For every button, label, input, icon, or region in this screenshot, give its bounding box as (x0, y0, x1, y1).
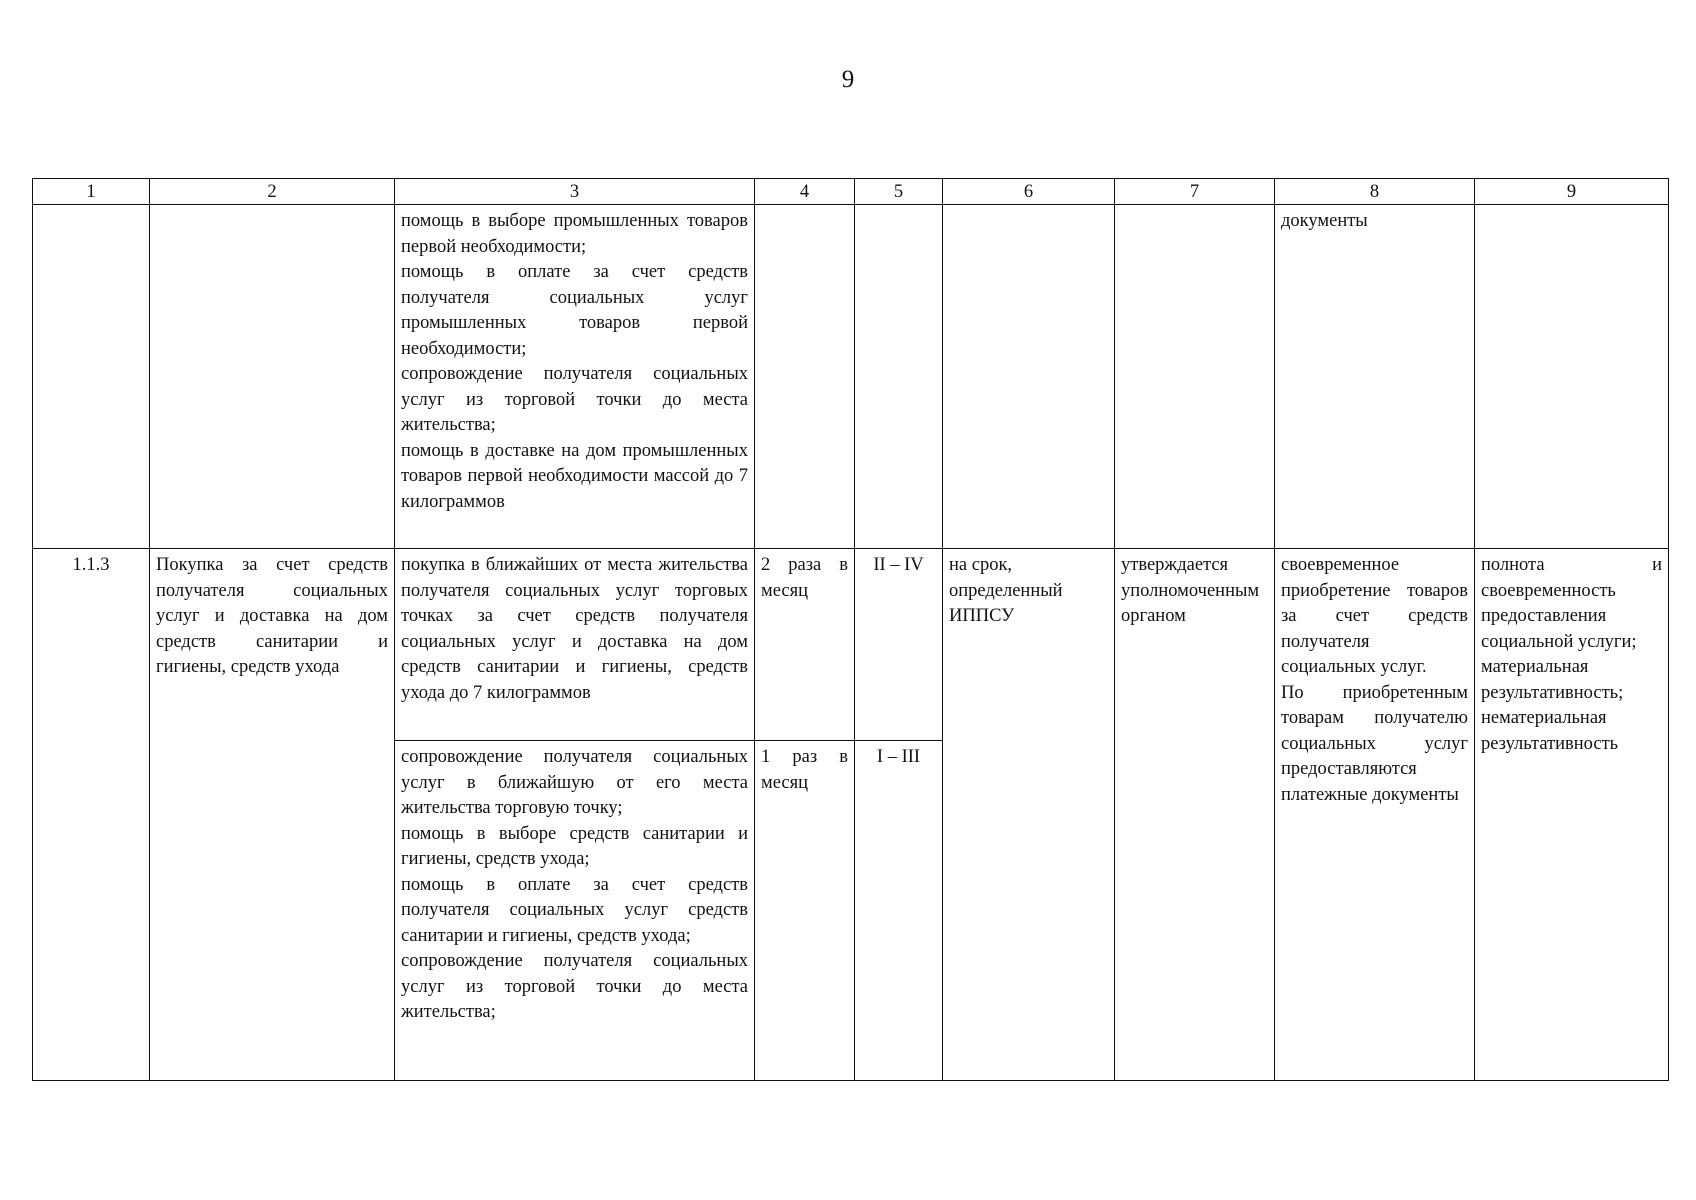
description-item: помощь в оплате за счет средств получателя социальных услуг промышленных товаров первой необходимости; (401, 262, 748, 359)
sub-service-2-level: I – III (855, 741, 943, 1081)
column-header-2: 2 (150, 179, 395, 205)
description-item: помощь в выборе средств санитарии и гигиены, средств ухода; (401, 823, 748, 869)
cell-empty (33, 205, 150, 549)
column-header-5: 5 (855, 179, 943, 205)
service-indicators (1475, 549, 1669, 1081)
description-item: помощь в выборе промышленных товаров первой необходимости; (401, 211, 748, 257)
column-header-7: 7 (1115, 179, 1275, 205)
continued-description-cell (395, 205, 755, 549)
service-conditions (1275, 549, 1475, 1081)
service-tariff: утверждается уполномоченным органом (1115, 549, 1275, 1081)
indicators-item: нематериальная результативность (1481, 708, 1619, 754)
column-header-8: 8 (1275, 179, 1475, 205)
cell-empty (1115, 205, 1275, 549)
cell-empty (150, 205, 395, 549)
services-table (32, 178, 1669, 1081)
description-item: помощь в оплате за счет средств получателя социальных услуг средств санитарии и гигиены, средств ухода; (401, 874, 748, 946)
table-row-continued (33, 205, 1669, 549)
column-header-9: 9 (1475, 179, 1669, 205)
cell-empty (1475, 205, 1669, 549)
cell-empty (855, 205, 943, 549)
column-header-6: 6 (943, 179, 1115, 205)
description-item: сопровождение получателя социальных услуг из торговой точки до места жительства; (401, 364, 748, 435)
sub-service-1-frequency: 2 раза в месяц (755, 549, 855, 741)
service-term: на срок, определенный ИППСУ (943, 549, 1115, 1081)
header-row (33, 179, 1669, 205)
sub-service-2-frequency: 1 раз в месяц (755, 741, 855, 1081)
service-name: Покупка за счет средств получателя социальных услуг и доставка на дом средств санитарии и гигиены, средств ухода (150, 549, 395, 1081)
column-header-4: 4 (755, 179, 855, 205)
table-row-1-1-3 (33, 549, 1669, 741)
conditions-item: своевременное приобретение товаров за счет средств получателя социальных услуг. (1281, 555, 1468, 677)
column-header-1: 1 (33, 179, 150, 205)
description-item: сопровождение получателя социальных услуг в ближайшую от его места жительства торговую точку; (401, 747, 748, 818)
column-header-3: 3 (395, 179, 755, 205)
page-number: 9 (841, 66, 855, 93)
sub-service-1-level: II – IV (855, 549, 943, 741)
indicators-item: материальная результативность; (1481, 657, 1624, 703)
indicators-item: полнота и своевременность предоставления социальной услуги; (1481, 555, 1662, 652)
sub-service-2-description (395, 741, 755, 1081)
conditions-item: По приобретенным товарам получателю социальных услуг предоставляются платежные документы (1281, 682, 1468, 805)
sub-service-1-description: покупка в ближайших от места жительства получателя социальных услуг торговых точках за счет средств получателя социальных услуг и доставка на дом средств санитарии и гигиены, средств ухода до 7 килограммов (395, 549, 755, 741)
description-item: помощь в доставке на дом промышленных товаров первой необходимости массой до 7 килограммов (401, 440, 748, 512)
service-number: 1.1.3 (33, 549, 150, 1081)
continued-documents-cell: документы (1275, 205, 1475, 549)
cell-empty (943, 205, 1115, 549)
description-item: сопровождение получателя социальных услуг из торговой точки до места жительства; (401, 951, 748, 1022)
cell-empty (755, 205, 855, 549)
